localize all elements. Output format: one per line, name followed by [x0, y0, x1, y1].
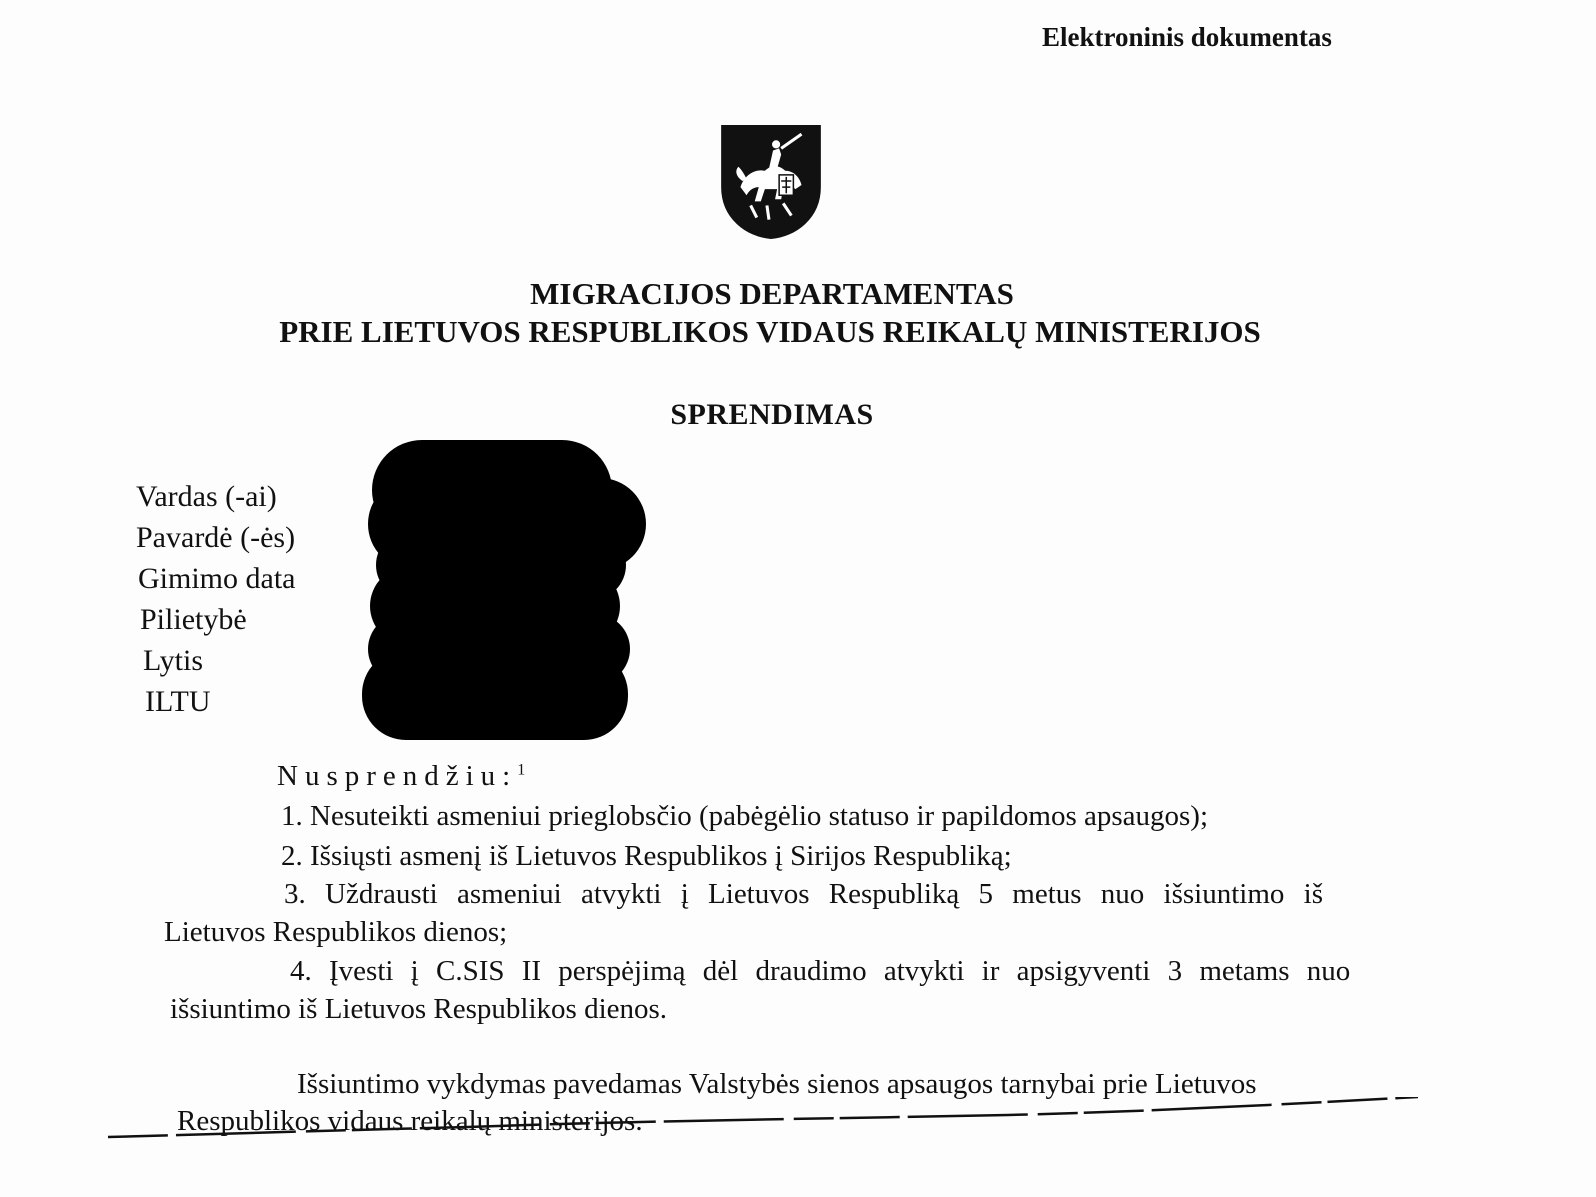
decision-item-3-line1-text: 3. Uždrausti asmeniui atvykti į Lietuvos Respubliką 5 metus nuo išsiuntimo iš — [284, 878, 1323, 910]
field-label-first-name: Vardas (-ai) — [136, 480, 277, 513]
field-label-last-name: Pavardė (-ės) — [136, 521, 296, 554]
field-label-citizenship: Pilietybė — [140, 603, 247, 636]
field-label-sex: Lytis — [143, 644, 204, 677]
execution-line2: Respublikos vidaus reikalų ministerijos. — [177, 1105, 643, 1137]
institution-name-line2: PRIE LIETUVOS RESPUBLIKOS VIDAUS REIKALŲ MINISTERIJOS — [279, 314, 1261, 349]
handwritten-strike-line — [108, 1097, 1418, 1147]
personal-data-fields — [136, 476, 295, 722]
decision-lead — [277, 760, 525, 793]
decision-item-3-line2: Lietuvos Respublikos dienos; — [164, 916, 508, 948]
decision-item-3-line1 — [284, 878, 1394, 911]
institution-name-line1: MIGRACIJOS DEPARTAMENTAS — [530, 276, 1014, 311]
decision-lead-text: Nusprendžiu: — [277, 760, 518, 792]
execution-line1: Išsiuntimo vykdymas pavedamas Valstybės sienos apsaugos tarnybai prie Lietuvos — [297, 1068, 1257, 1100]
electronic-document-mark: Elektroninis dokumentas — [1042, 22, 1332, 52]
decision-item-4-line1-text: 4. Įvesti į C.SIS II perspėjimą dėl draudimo atvykti ir apsigyventi 3 metams nuo — [290, 955, 1351, 987]
decision-item-1: 1. Nesuteikti asmeniui prieglobsčio (pabėgėlio statuso ir papildomos apsaugos); — [281, 800, 1209, 832]
footnote-ref: 1 — [517, 761, 526, 779]
decision-item-4-line1 — [290, 955, 1390, 988]
decision-item-2: 2. Išsiųsti asmenį iš Lietuvos Respublikos į Sirijos Respubliką; — [281, 840, 1012, 872]
field-label-birth-date: Gimimo data — [138, 562, 296, 595]
document-title: SPRENDIMAS — [670, 398, 874, 431]
decision-item-4-line2: išsiuntimo iš Lietuvos Respublikos dienos. — [170, 993, 668, 1025]
field-label-iltu: ILTU — [145, 685, 211, 718]
vytis-coat-of-arms-icon — [720, 124, 822, 240]
